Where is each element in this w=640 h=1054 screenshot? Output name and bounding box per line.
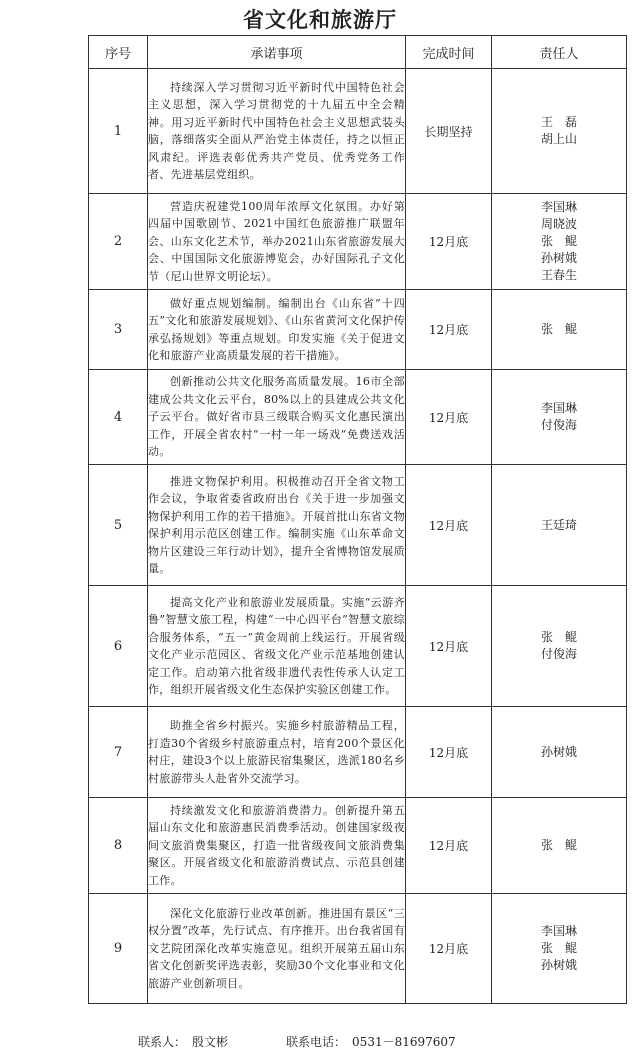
row-content-cell [148, 69, 406, 194]
table-row [89, 290, 627, 370]
row-content-cell [148, 290, 406, 370]
owner-name: 张 鲲 [540, 234, 577, 248]
row-seq: 4 [89, 370, 148, 465]
owner-name: 张 鲲 [540, 630, 577, 644]
table-row [89, 194, 627, 290]
table-row [89, 465, 627, 586]
owner-name: 张 鲲 [540, 838, 577, 852]
row-owners [492, 69, 627, 194]
phone-number: 0531－81697607 [352, 1035, 456, 1049]
row-deadline: 12月底 [406, 894, 492, 1004]
commitment-table [88, 35, 627, 1004]
owner-name: 孙树娥 [540, 958, 577, 972]
row-owners [492, 370, 627, 465]
row-owners [492, 290, 627, 370]
header-content: 承诺事项 [148, 36, 406, 69]
row-seq: 8 [89, 798, 148, 894]
row-owners [492, 707, 627, 798]
row-content-cell [148, 586, 406, 707]
row-seq: 9 [89, 894, 148, 1004]
row-deadline: 长期坚持 [406, 69, 492, 194]
header-owner: 责任人 [492, 36, 627, 69]
row-seq: 5 [89, 465, 148, 586]
row-deadline: 12月底 [406, 586, 492, 707]
owner-name: 付俊海 [540, 418, 577, 432]
row-owners [492, 465, 627, 586]
table-body [89, 69, 627, 1004]
row-owners [492, 194, 627, 290]
row-content-cell [148, 798, 406, 894]
row-seq: 6 [89, 586, 148, 707]
row-content: 创新推动公共文化服务高质量发展。16市全部建成公共文化云平台，80%以上的县建成公共文化子云平台。做好省市县三级联合购买文化惠民演出工作，开展全省农村“一村一年一场戏”免费送戏活动。 [148, 375, 405, 459]
row-content: 提高文化产业和旅游业发展质量。实施“云游齐鲁”智慧文旅工程，构建“一中心四平台”智慧文旅综合服务体系，“五一”黄金周前上线运行。开展省级文化产业示范园区、省级文化产业示范基地创建认定工作。启动第六批省级非遗代表性传承人认定工作，组织开展省级文化生态保护实验区创建工作。 [148, 595, 405, 696]
row-content-cell [148, 194, 406, 290]
row-deadline: 12月底 [406, 194, 492, 290]
row-content-cell [148, 707, 406, 798]
owner-name: 孙树娥 [540, 251, 577, 265]
row-deadline: 12月底 [406, 290, 492, 370]
row-deadline: 12月底 [406, 707, 492, 798]
table-header-row [89, 36, 627, 69]
row-seq: 7 [89, 707, 148, 798]
owner-name: 李国琳 [540, 924, 577, 938]
owner-name: 周晓波 [540, 217, 577, 231]
owner-name: 付俊海 [540, 647, 577, 661]
row-seq: 1 [89, 69, 148, 194]
owner-name: 张 鲲 [540, 322, 577, 336]
table-row [89, 894, 627, 1004]
row-owners [492, 894, 627, 1004]
row-deadline: 12月底 [406, 370, 492, 465]
table-row [89, 798, 627, 894]
table-row [89, 586, 627, 707]
row-deadline: 12月底 [406, 465, 492, 586]
owner-name: 王 磊 [540, 115, 577, 129]
header-seq: 序号 [89, 36, 148, 69]
contact-label: 联系人： [138, 1035, 187, 1049]
row-deadline: 12月底 [406, 798, 492, 894]
row-content-cell [148, 894, 406, 1004]
row-content: 做好重点规划编制。编制出台《山东省“十四五”文化和旅游发展规划》、《山东省黄河文化保护传承弘扬规划》等重点规划。印发实施《关于促进文化和旅游产业高质量发展的若干措施》。 [148, 296, 405, 362]
table-row [89, 707, 627, 798]
row-content: 持续激发文化和旅游消费潜力。创新提升第五届山东文化和旅游惠民消费季活动。创建国家级夜间文旅消费集聚区，打造一批省级夜间文旅消费集聚区。开展省级文化和旅游消费试点、示范县创建工作。 [148, 803, 405, 887]
row-content: 助推全省乡村振兴。实施乡村旅游精品工程，打造30个省级乡村旅游重点村，培育200个景区化村庄，建设3个以上旅游民宿集聚区，选派180名乡村旅游带头人赴省外交流学习。 [148, 719, 405, 785]
page-title: 省文化和旅游厅 [243, 7, 397, 32]
owner-name: 王春生 [540, 268, 577, 282]
row-content-cell [148, 370, 406, 465]
row-content-cell [148, 465, 406, 586]
header-deadline: 完成时间 [406, 36, 492, 69]
owner-name: 王廷琦 [540, 517, 577, 532]
row-content: 持续深入学习贯彻习近平新时代中国特色社会主义思想，深入学习贯彻党的十九届五中全会精神。用习近平新时代中国特色社会主义思想武装头脑，落细落实全面从严治党主体责任，持之以恒正风肃纪。评选表彰优秀共产党员、优秀党务工作者、先进基层党组织。 [148, 80, 405, 181]
owner-name: 孙树娥 [540, 744, 577, 759]
owner-name: 张 鲲 [540, 941, 577, 955]
row-owners [492, 798, 627, 894]
phone-label: 联系电话： [286, 1035, 347, 1049]
table-row [89, 370, 627, 465]
row-seq: 3 [89, 290, 148, 370]
contact-name: 殷文彬 [192, 1035, 229, 1049]
owner-name: 胡上山 [540, 132, 577, 146]
row-seq: 2 [89, 194, 148, 290]
owner-name: 李国琳 [540, 200, 577, 214]
row-content: 推进文物保护利用。积极推动召开全省文物工作会议，争取省委省政府出台《关于进一步加强文物保护利用工作的若干措施》。开展首批山东省文物保护利用示范区创建工作。编制实施《山东革命文物片区建设三年行动计划》，提升全省博物馆发展质量。 [148, 474, 405, 575]
footer-contact [138, 1033, 462, 1050]
row-content: 深化文化旅游行业改革创新。推进国有景区“三权分置”改革，先行试点、有序推开。出台我省国有文艺院团深化改革实施意见。组织开展第五届山东省文化创新奖评选表彰，奖励30个文化事业和文化旅游产业创新项目。 [148, 906, 405, 990]
row-owners [492, 586, 627, 707]
owner-name: 李国琳 [540, 401, 577, 415]
table-row [89, 69, 627, 194]
row-content: 营造庆祝建党100周年浓厚文化氛围。办好第四届中国歌剧节、2021中国红色旅游推广联盟年会、山东文化艺术节，举办2021山东省旅游发展大会、中国国际文化旅游博览会，办好国际孔子文化节（尼山世界文明论坛）。 [148, 199, 405, 283]
